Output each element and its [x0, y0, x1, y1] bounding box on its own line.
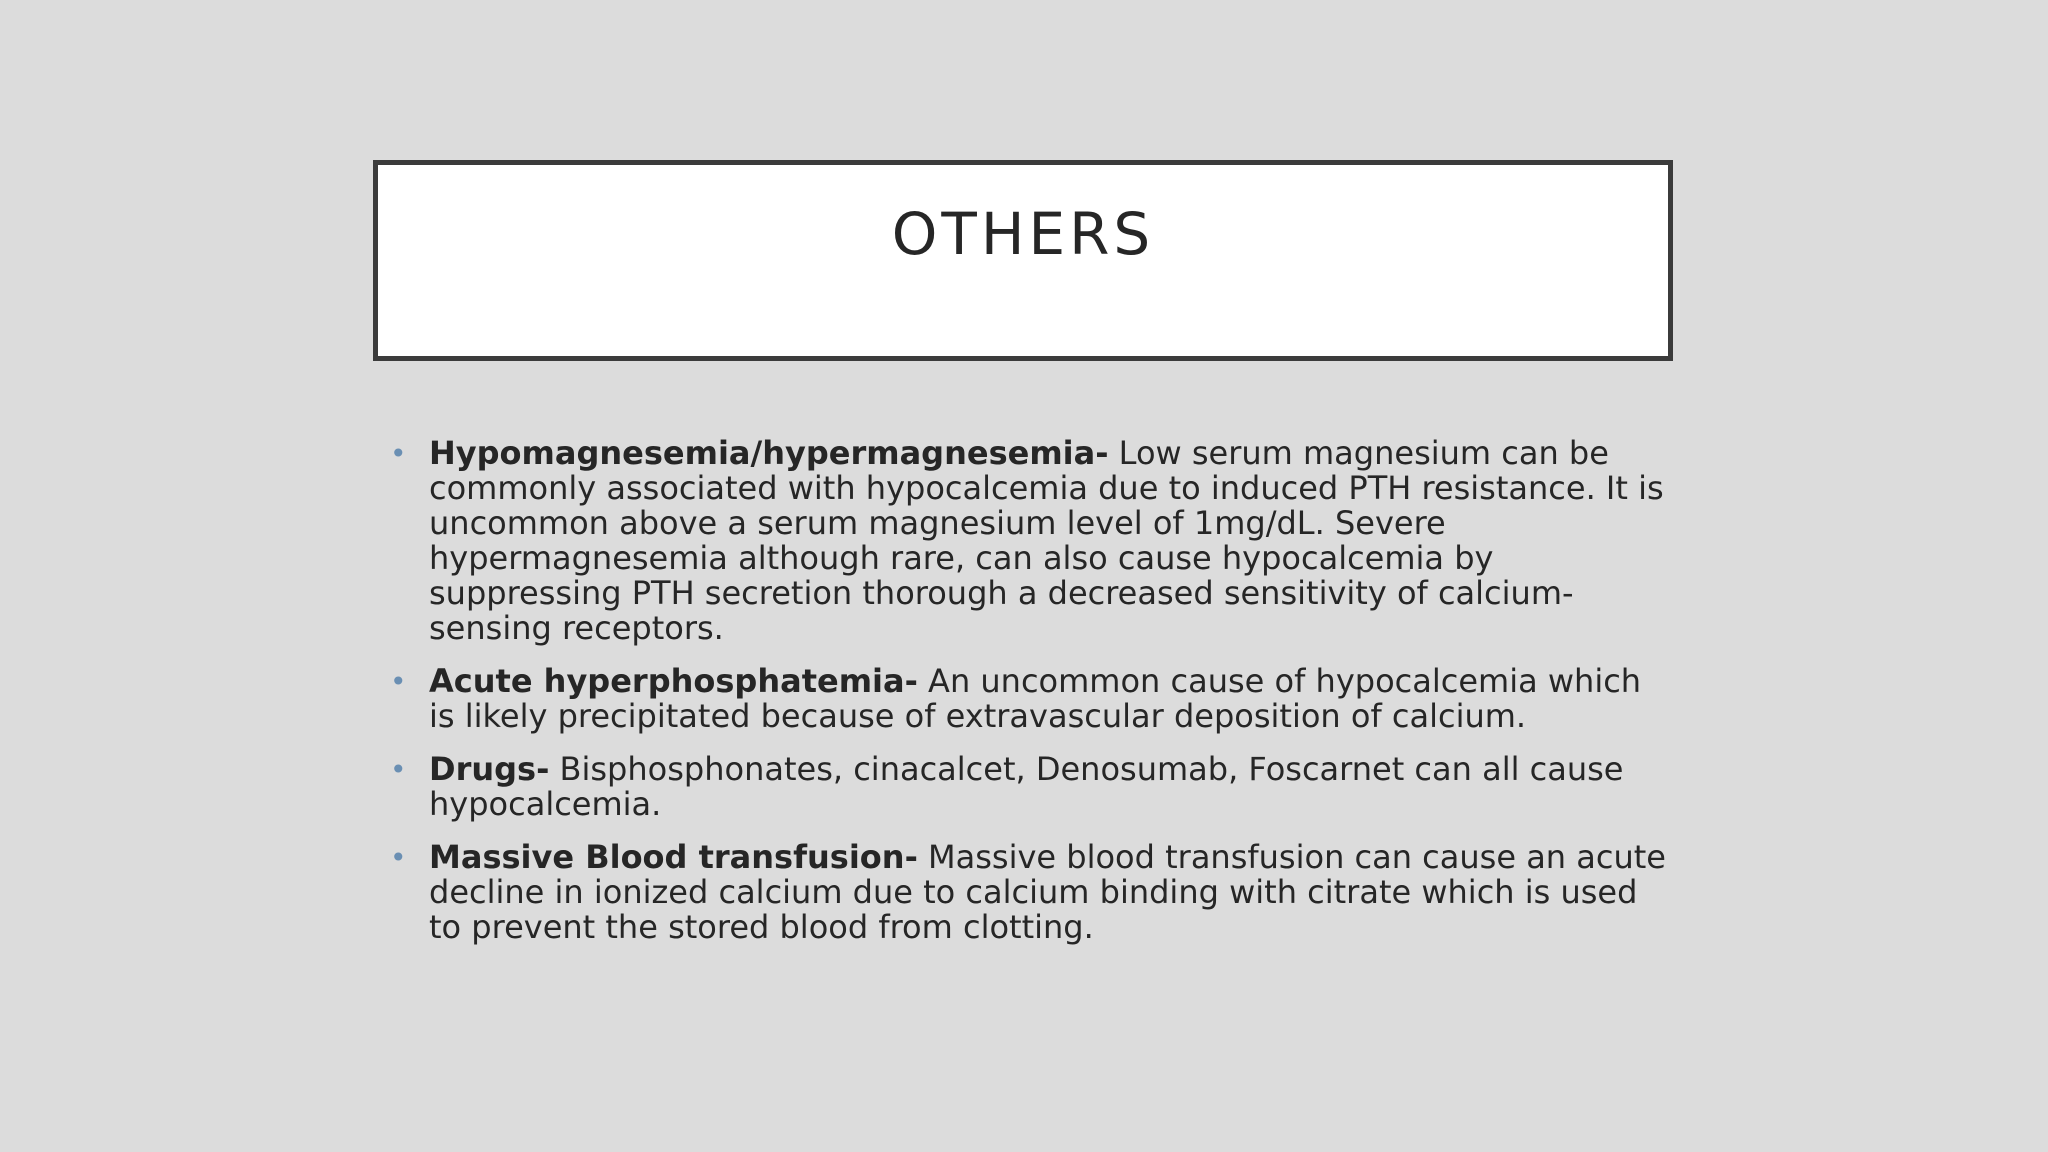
slide-title: OTHERS — [891, 200, 1155, 268]
bullet-icon: • — [390, 665, 407, 698]
bullet-icon: • — [390, 841, 407, 874]
bullet-term: Acute hyperphosphatemia- — [429, 662, 918, 700]
bullet-term: Drugs- — [429, 750, 550, 788]
bullet-icon: • — [390, 437, 407, 470]
bullet-term: Hypomagnesemia/hypermagnesemia- — [429, 434, 1109, 472]
bullet-icon: • — [390, 753, 407, 786]
bullet-description: Bisphosphonates, cinacalcet, Denosumab, Foscarnet can all cause hypocalcemia. — [429, 750, 1624, 823]
list-item — [388, 664, 1668, 734]
bullet-description: Massive blood transfusion can cause an acute decline in ionized calcium due to calcium binding with citrate which is used to prevent the stored blood from clotting. — [429, 838, 1666, 946]
bullet-description: An uncommon cause of hypocalcemia which is likely precipitated because of extravascular deposition of calcium. — [429, 662, 1642, 735]
list-item — [388, 436, 1668, 646]
title-box — [373, 160, 1673, 361]
bullet-description: Low serum magnesium can be commonly associated with hypocalcemia due to induced PTH resistance. It is uncommon above a serum magnesium level of 1mg/dL. Severe hypermagnesemia although rare, can also cause hypocalcemia by suppressing PTH secretion thorough a decreased sensitivity of calcium-sensing receptors. — [429, 434, 1664, 647]
bullet-list — [388, 436, 1668, 963]
bullet-term: Massive Blood transfusion- — [429, 838, 918, 876]
list-item — [388, 840, 1668, 945]
list-item — [388, 752, 1668, 822]
